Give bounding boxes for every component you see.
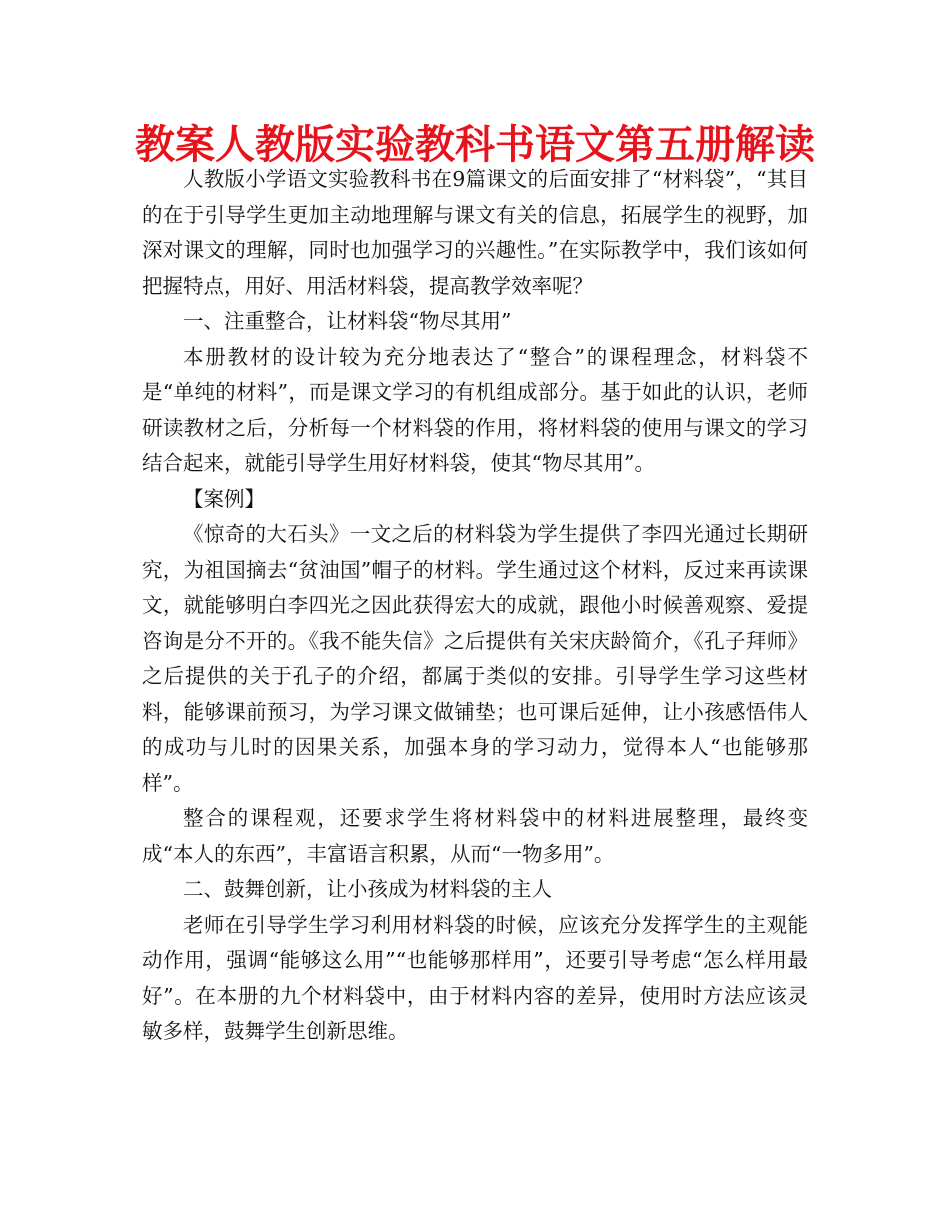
- paragraph-curriculum: 整合的课程观，还要求学生将材料袋中的材料进展整理，最终变成“本人的东西”，丰富语言积累，从而“一物多用”。: [142, 806, 808, 866]
- paragraph-case: 《惊奇的大石头》一文之后的材料袋为学生提供了李四光通过长期研究，为祖国摘去“贫油国”帽子的材料。学生通过这个材料，反过来再读课文，就能够明白李四光之因此获得宏大的成就，跟他小时候善观察、爱提咨询是分不开的。《我不能失信》之后提供有关宋庆龄简介，《孔子拜师》之后提供的关于孔子的介绍，都属于类似的安排。引导学生学习这些材料，能够课前预习，为学习课文做铺垫；也可课后延伸，让小孩感悟伟人的成功与儿时的因果关系，加强本身的学习动力，觉得本人“也能够那样”。: [142, 522, 808, 795]
- paragraph-integration: 本册教材的设计较为充分地表达了“整合”的课程理念，材料袋不是“单纯的材料”，而是课文学习的有机组成部分。基于如此的认识，老师研读教材之后，分析每一个材料袋的作用，将材料袋的使用与课文的学习结合起来，就能引导学生用好材料袋，使其“物尽其用”。: [142, 344, 808, 475]
- section-heading-1: 一、注重整合，让材料袋“物尽其用”: [183, 309, 512, 333]
- paragraph-intro: 人教版小学语文实验教科书在9篇课文的后面安排了“材料袋”，“其目的在于引导学生更加主动地理解与课文有关的信息，拓展学生的视野，加深对课文的理解，同时也加强学习的兴趣性。”在实际教学中，我们该如何把握特点，用好、用活材料袋，提高教学效率呢？: [142, 167, 808, 298]
- document-body: [142, 162, 808, 1050]
- document-title: 教案人教版实验教科书语文第五册解读: [135, 122, 815, 168]
- case-label: 【案例】: [183, 486, 265, 511]
- paragraph-innovation: 老师在引导学生学习利用材料袋的时候，应该充分发挥学生的主观能动作用，强调“能够这么用”“也能够那样用”，还要引导考虑“怎么样用最好”。在本册的九个材料袋中，由于材料内容的差异，使用时方法应该灵敏多样，鼓舞学生创新思维。: [142, 912, 808, 1043]
- section-heading-2: 二、鼓舞创新，让小孩成为材料袋的主人: [183, 877, 552, 901]
